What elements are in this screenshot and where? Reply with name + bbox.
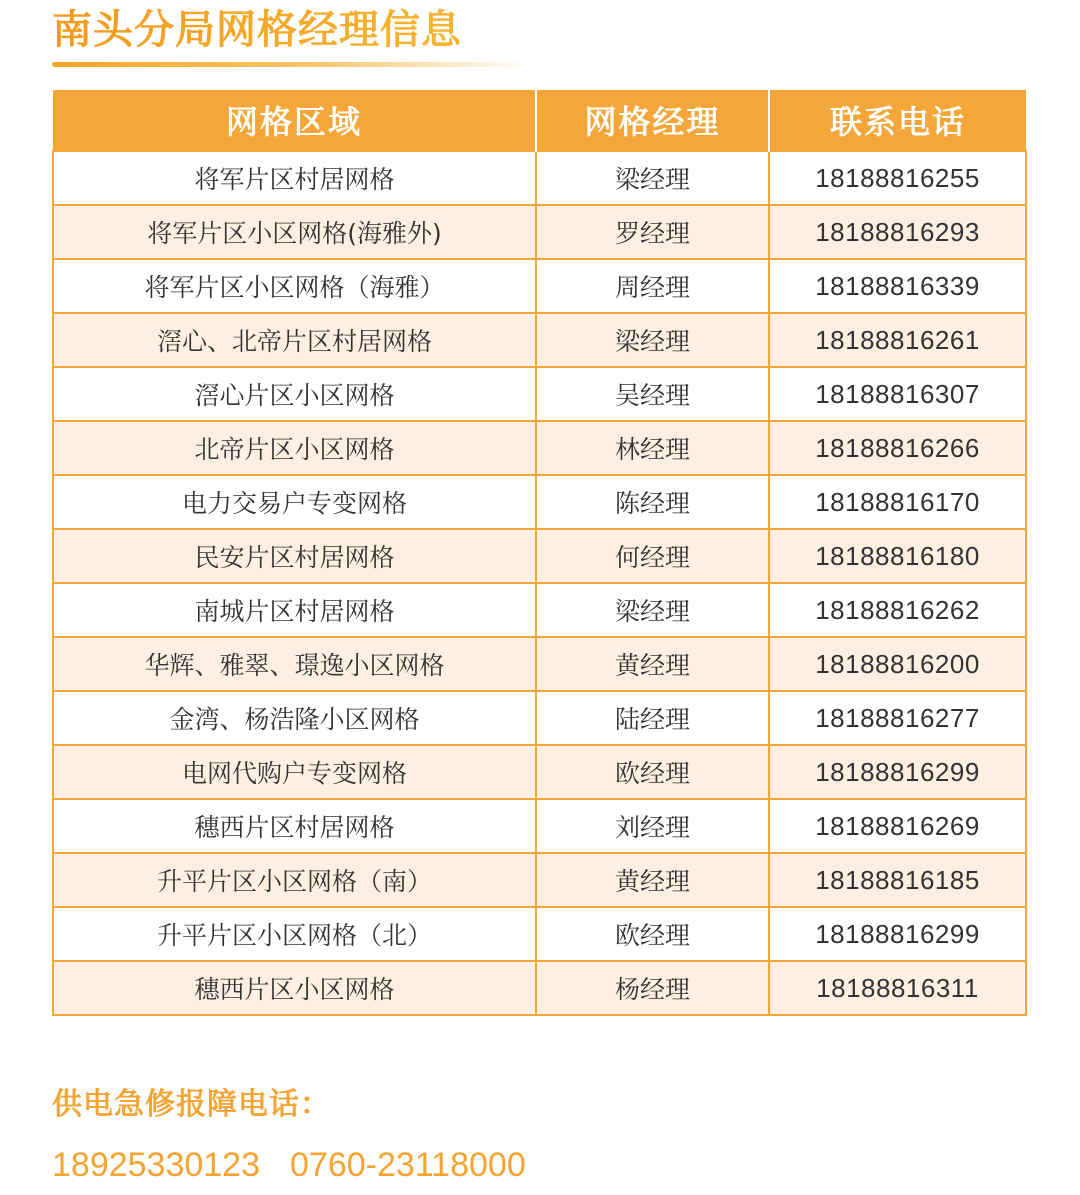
table-row	[53, 313, 1026, 367]
table-row	[53, 421, 1026, 475]
cell-area: 升平片区小区网格（北）	[53, 907, 536, 961]
cell-phone[interactable]: 18188816307	[769, 367, 1026, 421]
cell-area: 金湾、杨浩隆小区网格	[53, 691, 536, 745]
table-header-row	[53, 90, 1026, 151]
cell-area: 电力交易户专变网格	[53, 475, 536, 529]
cell-manager: 梁经理	[536, 313, 769, 367]
cell-manager: 林经理	[536, 421, 769, 475]
table-row	[53, 853, 1026, 907]
cell-phone[interactable]: 18188816311	[769, 961, 1026, 1015]
cell-area: 将军片区村居网格	[53, 151, 536, 205]
page-title: 南头分局网格经理信息	[52, 4, 462, 56]
cell-manager: 梁经理	[536, 151, 769, 205]
header-phone: 联系电话	[769, 90, 1026, 151]
cell-phone[interactable]: 18188816170	[769, 475, 1026, 529]
header-manager: 网格经理	[536, 90, 769, 151]
repair-hotline-label: 供电急修报障电话：	[52, 1087, 331, 1122]
table-row	[53, 205, 1026, 259]
repair-mobile-number[interactable]: 18925330123	[52, 1146, 261, 1184]
repair-landline-number[interactable]: 0760-23118000	[290, 1146, 526, 1184]
cell-phone[interactable]: 18188816339	[769, 259, 1026, 313]
cell-manager: 欧经理	[536, 745, 769, 799]
cell-manager: 梁经理	[536, 583, 769, 637]
cell-phone[interactable]: 18188816185	[769, 853, 1026, 907]
cell-phone[interactable]: 18188816299	[769, 907, 1026, 961]
cell-manager: 刘经理	[536, 799, 769, 853]
table-row	[53, 151, 1026, 205]
cell-phone[interactable]: 18188816269	[769, 799, 1026, 853]
cell-area: 将军片区小区网格（海雅）	[53, 259, 536, 313]
cell-area: 华辉、雅翠、璟逸小区网格	[53, 637, 536, 691]
table-row	[53, 799, 1026, 853]
cell-manager: 杨经理	[536, 961, 769, 1015]
cell-area: 将军片区小区网格(海雅外)	[53, 205, 536, 259]
cell-manager: 欧经理	[536, 907, 769, 961]
table-row	[53, 529, 1026, 583]
cell-phone[interactable]: 18188816261	[769, 313, 1026, 367]
table-row	[53, 259, 1026, 313]
cell-area: 穗西片区小区网格	[53, 961, 536, 1015]
cell-area: 南城片区村居网格	[53, 583, 536, 637]
table-row	[53, 475, 1026, 529]
cell-phone[interactable]: 18188816266	[769, 421, 1026, 475]
cell-manager: 罗经理	[536, 205, 769, 259]
cell-area: 滘心、北帝片区村居网格	[53, 313, 536, 367]
cell-manager: 陆经理	[536, 691, 769, 745]
table-row	[53, 637, 1026, 691]
title-underline	[52, 62, 532, 67]
cell-phone[interactable]: 18188816293	[769, 205, 1026, 259]
cell-phone[interactable]: 18188816299	[769, 745, 1026, 799]
cell-manager: 吴经理	[536, 367, 769, 421]
cell-phone[interactable]: 18188816277	[769, 691, 1026, 745]
cell-phone[interactable]: 18188816200	[769, 637, 1026, 691]
cell-manager: 周经理	[536, 259, 769, 313]
table-row	[53, 691, 1026, 745]
cell-area: 民安片区村居网格	[53, 529, 536, 583]
cell-phone[interactable]: 18188816255	[769, 151, 1026, 205]
cell-manager: 黄经理	[536, 853, 769, 907]
header-area: 网格区域	[53, 90, 536, 151]
cell-area: 升平片区小区网格（南）	[53, 853, 536, 907]
table-row	[53, 745, 1026, 799]
table-row	[53, 367, 1026, 421]
table-row	[53, 961, 1026, 1015]
repair-hotline-numbers	[52, 1141, 526, 1189]
cell-area: 北帝片区小区网格	[53, 421, 536, 475]
grid-manager-table	[52, 90, 1027, 1016]
cell-manager: 陈经理	[536, 475, 769, 529]
cell-manager: 何经理	[536, 529, 769, 583]
table-row	[53, 583, 1026, 637]
cell-manager: 黄经理	[536, 637, 769, 691]
cell-phone[interactable]: 18188816180	[769, 529, 1026, 583]
cell-area: 电网代购户专变网格	[53, 745, 536, 799]
cell-phone[interactable]: 18188816262	[769, 583, 1026, 637]
cell-area: 穗西片区村居网格	[53, 799, 536, 853]
table-row	[53, 907, 1026, 961]
cell-area: 滘心片区小区网格	[53, 367, 536, 421]
